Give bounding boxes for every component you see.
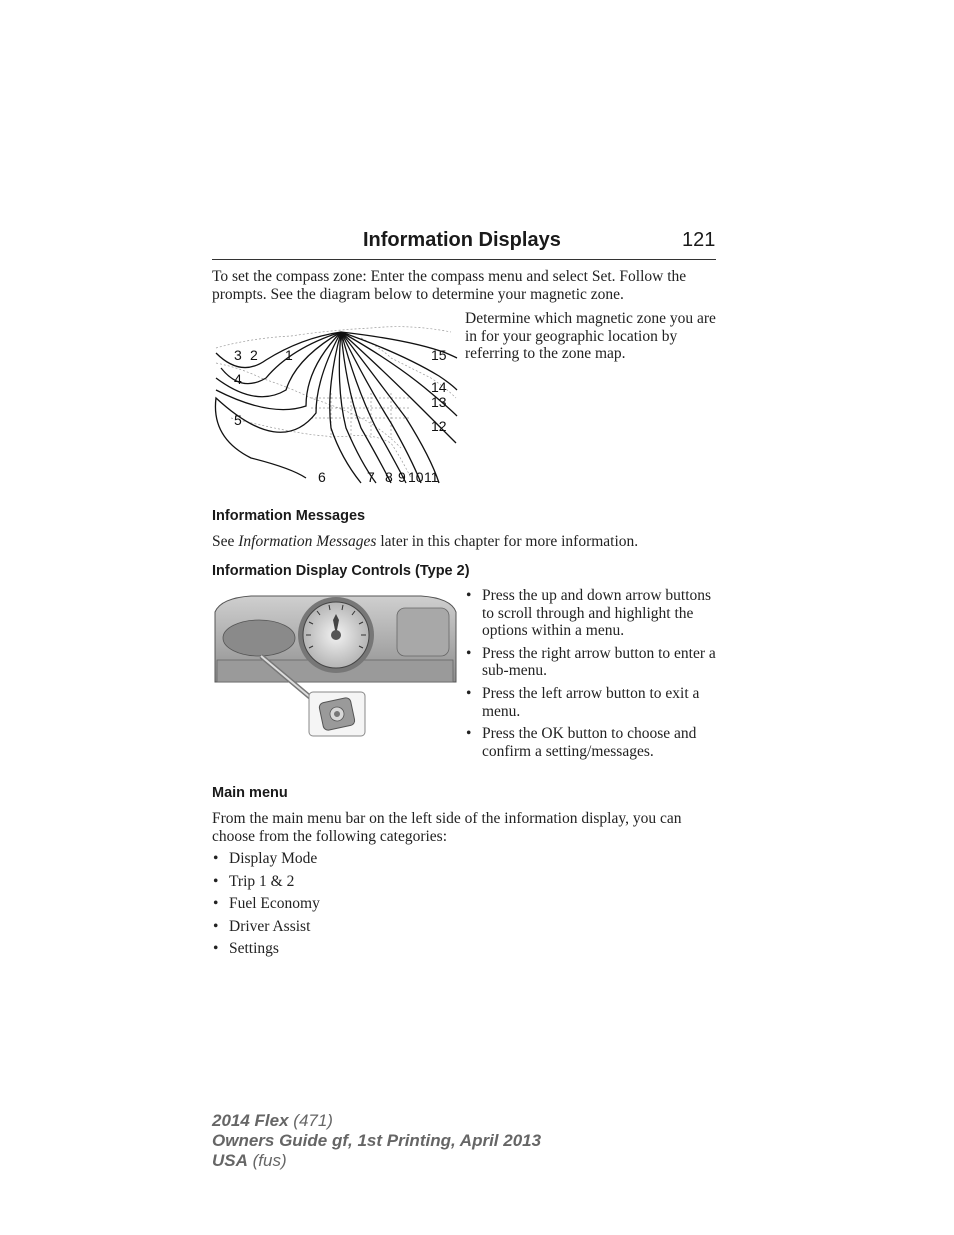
magnetic-zone-map <box>211 318 459 488</box>
needle-hub <box>331 630 341 640</box>
right-gauge-panel <box>397 608 449 656</box>
compass-intro: To set the compass zone: Enter the compass menu and select Set. Follow the prompts. See the diagram below to determine your magnetic zone. <box>212 268 687 303</box>
instrument-cluster-illustration <box>211 590 459 740</box>
info-messages-heading: Information Messages <box>212 508 366 524</box>
zone-label: 15 <box>431 347 447 363</box>
list-item: • Fuel Economy <box>211 895 511 913</box>
text-segment: later in this chapter for more information. <box>376 533 639 550</box>
footer-line <box>212 1131 541 1151</box>
zone-label: 4 <box>234 371 242 387</box>
zone-label: 1 <box>285 347 293 363</box>
page-number: 121 <box>682 229 716 251</box>
footer-edition: Owners Guide gf, 1st Printing, April 2013 <box>212 1131 542 1150</box>
list-item: • Driver Assist <box>211 918 511 936</box>
footer-model: 2014 Flex <box>212 1111 289 1130</box>
header-rule <box>212 259 716 260</box>
list-item: • Display Mode <box>211 850 511 868</box>
list-item: • Trip 1 & 2 <box>211 873 511 891</box>
footer-market: USA <box>212 1151 248 1170</box>
footer-line <box>212 1111 541 1131</box>
zone-label: 9 <box>398 469 406 485</box>
zone-label: 3 <box>234 347 242 363</box>
zone-label: 12 <box>431 418 447 434</box>
section-title: Information Displays <box>363 229 561 251</box>
zone-label: 6 <box>318 469 326 485</box>
zone-label: 5 <box>234 412 242 428</box>
zone-label: 10 <box>408 469 424 485</box>
list-item: • Press the OK button to choose and confirm a setting/messages. <box>464 725 718 760</box>
footer-market-code: (fus) <box>247 1151 287 1170</box>
zone-label: 11 <box>424 469 439 485</box>
info-messages-reference: Information Messages <box>238 533 377 550</box>
zone-label: 7 <box>367 469 375 485</box>
controls-heading: Information Display Controls (Type 2) <box>212 563 470 579</box>
info-messages-text <box>212 533 718 551</box>
zone-label: 14 <box>431 379 447 395</box>
list-item: • Settings <box>211 940 511 958</box>
information-display <box>223 620 295 656</box>
footer-line <box>212 1151 541 1171</box>
list-item: • Press the up and down arrow buttons to scroll through and highlight the options within a menu. <box>464 587 718 640</box>
five-way-control-icon <box>318 697 355 731</box>
text-segment: See <box>212 533 239 550</box>
main-menu-heading: Main menu <box>212 785 288 801</box>
main-menu-intro: From the main menu bar on the left side of the information display, you can choose from the following categories: <box>212 810 682 845</box>
footer-code: (471) <box>288 1111 333 1130</box>
list-item: • Press the right arrow button to enter a sub-menu. <box>464 645 718 680</box>
zone-label: 13 <box>431 394 447 410</box>
controls-instruction-list <box>464 587 718 760</box>
main-menu-category-list <box>211 850 511 958</box>
zone-map-description: Determine which magnetic zone you are in for your geographic location by referring to the zone map. <box>465 310 716 363</box>
zone-label: 8 <box>385 469 393 485</box>
zone-label: 2 <box>250 347 258 363</box>
list-item: • Press the left arrow button to exit a menu. <box>464 685 718 720</box>
footer <box>212 1111 541 1171</box>
